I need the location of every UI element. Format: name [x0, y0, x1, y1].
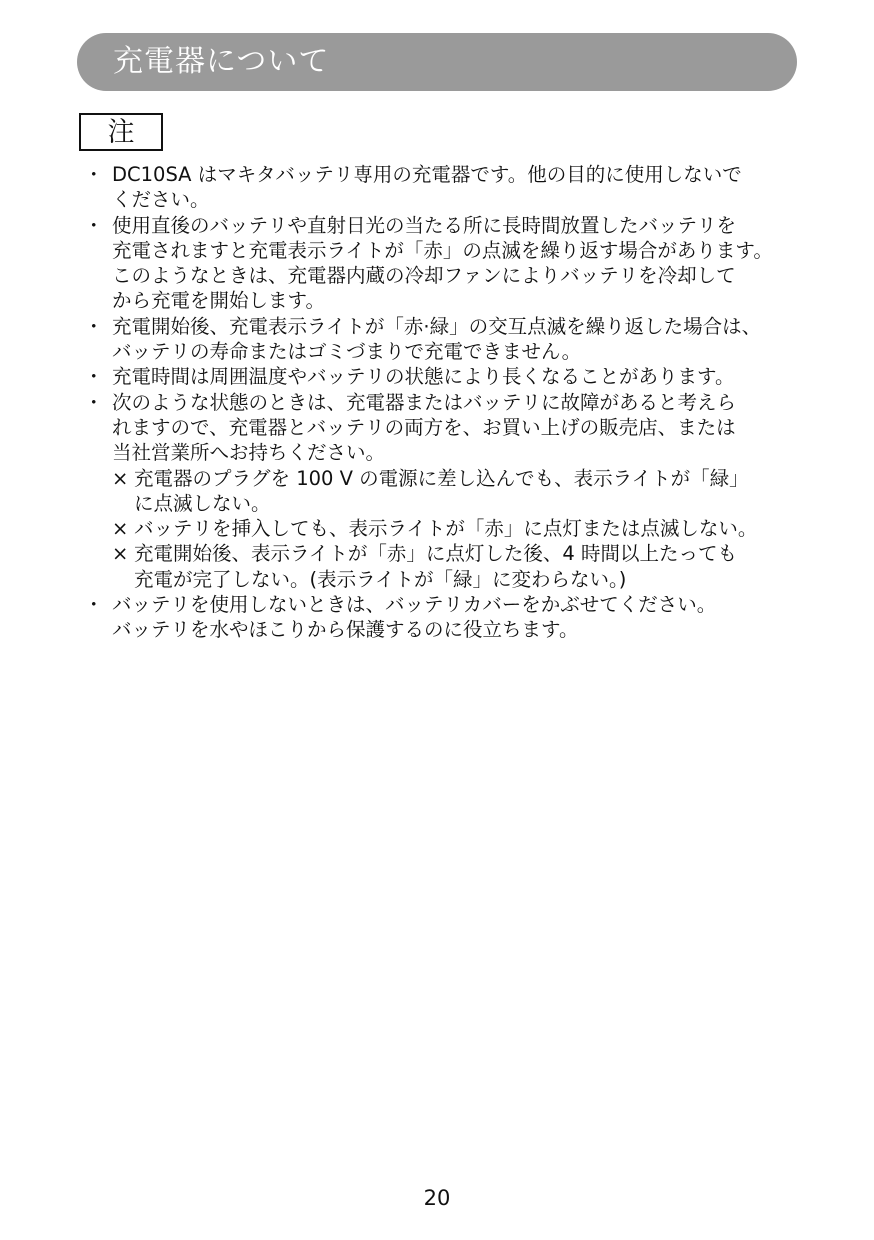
note-line: 充電されますと充電表示ライトが「赤」の点滅を繰り返す場合があります。 — [112, 238, 773, 262]
note-item — [84, 592, 800, 643]
bullet-icon: ・ — [84, 365, 104, 389]
note-item — [84, 213, 800, 314]
note-line: ください。 — [112, 188, 210, 212]
note-line: 充電開始後、充電表示ライトが「赤·緑」の交互点滅を繰り返した場合は、 — [112, 314, 762, 338]
note-item — [84, 364, 800, 389]
note-line: このようなときは、充電器内蔵の冷却ファンによりバッテリを冷却して — [112, 264, 736, 288]
bullet-icon: ・ — [84, 213, 104, 237]
note-line: 充電時間は周囲温度やバッテリの状態により長くなることがあります。 — [112, 365, 735, 389]
symptom-item — [112, 466, 800, 517]
symptom-item — [112, 516, 800, 541]
symptom-line: バッテリを挿入しても、表示ライトが「赤」に点灯または点滅しない。 — [134, 517, 758, 541]
cross-icon: × — [112, 466, 129, 490]
bullet-icon: ・ — [84, 390, 104, 414]
symptom-item — [112, 541, 800, 592]
page-number: 20 — [423, 1186, 451, 1210]
note-line: DC10SA はマキタバッテリ専用の充電器です。他の目的に使用しないで — [112, 163, 742, 186]
note-line: れますので、充電器とバッテリの両方を、お買い上げの販売店、または — [112, 415, 736, 439]
bullet-icon: ・ — [84, 593, 104, 617]
note-line: 当社営業所へお持ちください。 — [112, 441, 386, 465]
bullet-icon: ・ — [84, 314, 104, 338]
note-label-box — [79, 113, 163, 151]
section-title-bar — [77, 33, 797, 91]
cross-icon: × — [112, 517, 129, 541]
cross-icon: × — [112, 542, 129, 566]
note-line: から充電を開始します。 — [112, 289, 325, 313]
note-line: バッテリを水やほこりから保護するのに役立ちます。 — [112, 618, 579, 642]
symptom-line: 充電器のプラグを 100 V の電源に差し込んでも、表示ライトが「緑」 — [134, 466, 749, 490]
symptom-line: に点滅しない。 — [134, 491, 271, 515]
bullet-icon: ・ — [84, 163, 104, 186]
note-item — [84, 390, 800, 592]
note-line: 次のような状態のときは、充電器またはバッテリに故障があると考えら — [112, 390, 737, 414]
note-line: バッテリの寿命またはゴミづまりで充電できません。 — [112, 340, 582, 364]
note-line: バッテリを使用しないときは、バッテリカバーをかぶせてください。 — [112, 593, 717, 617]
section-title: 充電器について — [113, 44, 330, 79]
note-item — [84, 314, 800, 365]
note-line: 使用直後のバッテリや直射日光の当たる所に長時間放置したバッテリを — [112, 213, 737, 237]
note-label: 注 — [107, 116, 135, 148]
note-item — [84, 162, 800, 213]
symptom-line: 充電が完了しない。(表示ライトが「緑」に変わらない。) — [134, 567, 627, 591]
symptom-line: 充電開始後、表示ライトが「赤」に点灯した後、4 時間以上たっても — [134, 542, 738, 566]
notes-list — [84, 162, 800, 643]
